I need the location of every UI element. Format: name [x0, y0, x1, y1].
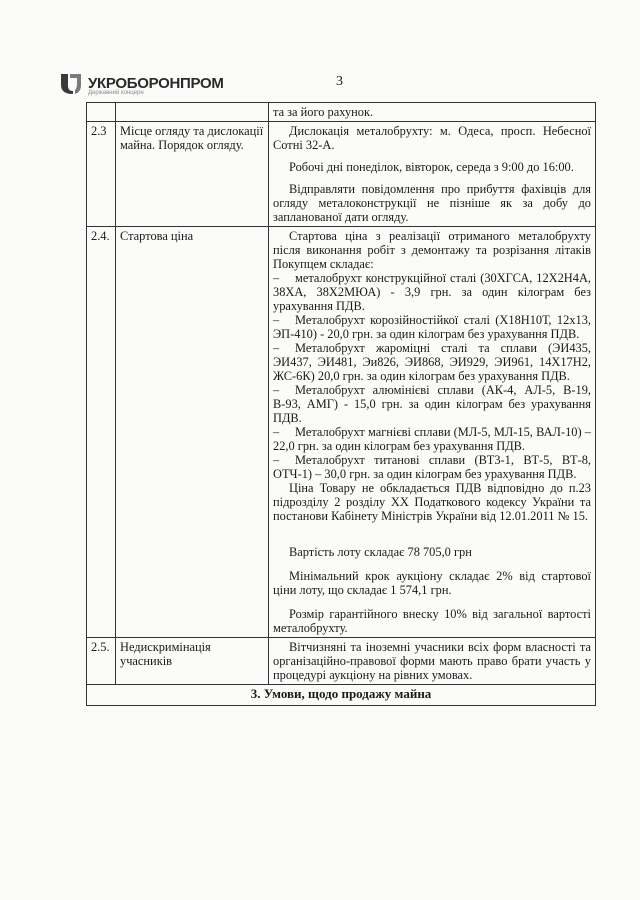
- list-item: – Металобрухт корозійностійкої сталі (Х18Н10Т, 12х13, ЭП-410) - 20,0 грн. за один кілограм без урахування ПДВ.: [273, 313, 591, 341]
- table-row: [87, 638, 596, 685]
- row-content: [269, 638, 596, 685]
- guarantee-text: Розмір гарантійного внеску 10% від загальної вартості металобрухту.: [273, 607, 591, 635]
- list-item: – металобрухт конструкційної сталі (30ХГСА, 12Х2Н4А, 38ХА, 38Х2МЮА) - 3,9 грн. за один кілограм без урахування ПДВ.: [273, 271, 591, 313]
- list-item-text: Металобрухт титанові сплави (ВТ3-1, ВТ-5, ВТ-8, ОТЧ-1) – 30,0 грн. за один кілограм без урахування ПДВ.: [273, 453, 591, 481]
- list-item-text: Металобрухт алюмінієві сплави (АК-4, АЛ-5, В-19, В-93, АМГ) - 15,0 грн. за один кілограм без урахування ПДВ.: [273, 383, 591, 425]
- list-item: – Металобрухт алюмінієві сплави (АК-4, АЛ-5, В-19, В-93, АМГ) - 15,0 грн. за один кілограм без урахування ПДВ.: [273, 383, 591, 425]
- location-text: Дислокація металобрухту: м. Одеса, просп. Небесної Сотні 32-А.: [273, 124, 591, 152]
- list-item-text: Металобрухт магнієві сплави (МЛ-5, МЛ-15, ВАЛ-10) – 22,0 грн. за один кілограм без урахування ПДВ.: [273, 425, 591, 453]
- table-row: [87, 122, 596, 227]
- list-item: – Металобрухт магнієві сплави (МЛ-5, МЛ-15, ВАЛ-10) – 22,0 грн. за один кілограм без урахування ПДВ.: [273, 425, 591, 453]
- logo-tagline: Державний концерн: [88, 90, 144, 96]
- table-cell-empty: [116, 103, 269, 122]
- list-item: – Металобрухт жароміцні сталі та сплави (ЭИ435, ЭИ437, ЭИ481, Эи826, ЭИ868, ЭИ929, ЭИ961, 14Х17Н2, ЖС-6К) 20,0 грн. за один кілограм без урахування ПДВ.: [273, 341, 591, 383]
- row-label: Стартова ціна: [116, 227, 269, 638]
- row-content: [269, 122, 596, 227]
- list-item-text: Металобрухт жароміцні сталі та сплави (ЭИ435, ЭИ437, ЭИ481, Эи826, ЭИ868, ЭИ929, ЭИ961, 14Х17Н2, ЖС-6К) 20,0 грн. за один кілограм без урахування ПДВ.: [273, 341, 591, 383]
- row-number: 2.4.: [87, 227, 116, 638]
- starting-price-intro: Стартова ціна з реалізації отриманого металобрухту після виконання робіт з демонтажу та розрізання літаків Покупцем складає:: [273, 229, 591, 271]
- row-number: 2.5.: [87, 638, 116, 685]
- row-label: Недискримінація учасників: [116, 638, 269, 685]
- ukroboronprom-logo-icon: [58, 70, 84, 96]
- row-number: 2.3: [87, 122, 116, 227]
- min-step-text: Мінімальний крок аукціону складає 2% від стартової ціни лоту, що складає 1 574,1 грн.: [273, 569, 591, 597]
- table-row: [87, 685, 596, 706]
- non-discrimination-text: Вітчизняні та іноземні учасники всіх форм власності та організаційно-правової форми мають право брати участь у процедурі аукціону на рівних умовах.: [273, 640, 591, 682]
- table-row: [87, 227, 596, 638]
- row-label: Місце огляду та дислокації майна. Порядок огляду.: [116, 122, 269, 227]
- lot-value-text: Вартість лоту складає 78 705,0 грн: [289, 545, 472, 559]
- table-row: [87, 103, 596, 122]
- page-number: 3: [336, 74, 343, 89]
- row-content: [269, 227, 596, 638]
- logo-text: УКРОБОРОНПРОМ: [88, 74, 224, 92]
- notification-text: Відправляти повідомлення про прибуття фахівців для огляду металоконструкції не пізніше як за добу до запланованої дати огляду.: [273, 182, 591, 224]
- list-item-text: Металобрухт корозійностійкої сталі (Х18Н10Т, 12х13, ЭП-410) - 20,0 грн. за один кілограм без урахування ПДВ.: [273, 313, 591, 341]
- working-hours-text: Робочі дні понеділок, вівторок, середа з 9:00 до 16:00.: [289, 160, 574, 174]
- table-cell-empty: [87, 103, 116, 122]
- list-item: – Металобрухт титанові сплави (ВТ3-1, ВТ-5, ВТ-8, ОТЧ-1) – 30,0 грн. за один кілограм без урахування ПДВ.: [273, 453, 591, 481]
- section-heading: 3. Умови, щодо продажу майна: [87, 685, 596, 706]
- auction-terms-table: [86, 102, 596, 706]
- vat-note: Ціна Товару не обкладається ПДВ відповідно до п.23 підрозділу 2 розділу ХХ Податкового кодексу України та постанови Кабінету Міністрів України від 12.01.2011 № 15.: [273, 481, 591, 523]
- continuation-text: та за його рахунок.: [269, 103, 596, 122]
- list-item-text: металобрухт конструкційної сталі (30ХГСА, 12Х2Н4А, 38ХА, 38Х2МЮА) - 3,9 грн. за один кілограм без урахування ПДВ.: [273, 271, 591, 313]
